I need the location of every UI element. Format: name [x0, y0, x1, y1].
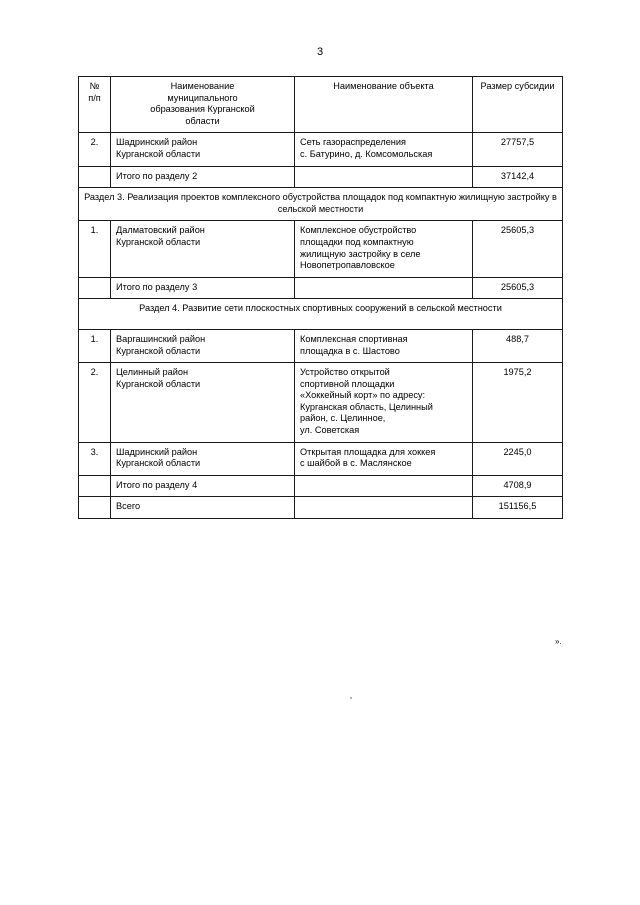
- table-section-row: [79, 299, 563, 330]
- cell-municipality: Целинный район Курганской области: [111, 363, 295, 443]
- table-header-municipality-line4: области: [185, 115, 220, 126]
- table-row: [79, 442, 563, 475]
- cell-number: 1.: [79, 221, 111, 277]
- cell-number: [79, 166, 111, 188]
- table-header-municipality: [111, 77, 295, 133]
- table-total-row: [79, 497, 563, 519]
- table-row: [79, 363, 563, 443]
- table-total-row: [79, 277, 563, 299]
- page-number: 3: [316, 46, 324, 58]
- subsidy-table: [78, 76, 563, 519]
- table-total-row: [79, 166, 563, 188]
- cell-number: 1.: [79, 329, 111, 362]
- cell-object: Открытая площадка для хоккея с шайбой в с. Маслянское: [295, 442, 473, 475]
- cell-object: [295, 475, 473, 497]
- table-total-row: [79, 475, 563, 497]
- table-header-object: Наименование объекта: [295, 77, 473, 133]
- cell-amount: 4708,9: [473, 475, 563, 497]
- cell-number: [79, 497, 111, 519]
- table-section-row: [79, 188, 563, 221]
- table-row: [79, 221, 563, 277]
- cell-amount: 2245,0: [473, 442, 563, 475]
- table-header-number-line1: №: [89, 81, 100, 91]
- cell-amount: 151156,5: [473, 497, 563, 519]
- table-row: [79, 133, 563, 166]
- section-title: Раздел 4. Развитие сети плоскостных спортивных сооружений в сельской местности: [79, 299, 563, 330]
- cell-number: 3.: [79, 442, 111, 475]
- cell-amount: 1975,2: [473, 363, 563, 443]
- cell-municipality: Далматовский район Курганской области: [111, 221, 295, 277]
- cell-object: [295, 497, 473, 519]
- cell-amount: 488,7: [473, 329, 563, 362]
- cell-amount: 37142,4: [473, 166, 563, 188]
- cell-number: 2.: [79, 133, 111, 166]
- table-header-municipality-line1: Наименование: [170, 81, 235, 91]
- cell-total-label: Итого по разделу 3: [111, 277, 295, 299]
- closing-quote-mark: ».: [555, 637, 562, 646]
- cell-number: [79, 475, 111, 497]
- subsidy-table-container: [78, 76, 562, 519]
- table-header-municipality-line2: муниципального: [167, 92, 238, 103]
- table-header-row: [79, 77, 563, 133]
- table-row: [79, 329, 563, 362]
- cell-total-label: Всего: [111, 497, 295, 519]
- cell-amount: 25605,3: [473, 221, 563, 277]
- cell-number: [79, 277, 111, 299]
- cell-number: 2.: [79, 363, 111, 443]
- table-header-number-line2: п/п: [88, 92, 101, 103]
- table-header-municipality-line3: образования Курганской: [150, 104, 255, 115]
- table-header-number: [79, 77, 111, 133]
- cell-object: [295, 166, 473, 188]
- cell-amount: 27757,5: [473, 133, 563, 166]
- cell-total-label: Итого по разделу 2: [111, 166, 295, 188]
- cell-object: [295, 277, 473, 299]
- cell-object: Устройство открытой спортивной площадки «Хоккейный корт» по адресу: Курганская область, Целинный район, с. Целинное, ул. Советская: [295, 363, 473, 443]
- cell-total-label: Итого по разделу 4: [111, 475, 295, 497]
- page-speck: [350, 697, 352, 699]
- cell-object: Комплексная спортивная площадка в с. Шастово: [295, 329, 473, 362]
- cell-amount: 25605,3: [473, 277, 563, 299]
- table-header-amount: Размер субсидии: [473, 77, 563, 133]
- cell-object: Сеть газораспределения с. Батурино, д. Комсомольская: [295, 133, 473, 166]
- cell-municipality: Варгашинский район Курганской области: [111, 329, 295, 362]
- section-title: Раздел 3. Реализация проектов комплексного обустройства площадок под компактную жилищную застройку в сельской местности: [79, 188, 563, 221]
- cell-municipality: Шадринский район Курганской области: [111, 442, 295, 475]
- cell-object: Комплексное обустройство площадки под компактную жилищную застройку в селе Новопетропавловское: [295, 221, 473, 277]
- cell-municipality: Шадринский район Курганской области: [111, 133, 295, 166]
